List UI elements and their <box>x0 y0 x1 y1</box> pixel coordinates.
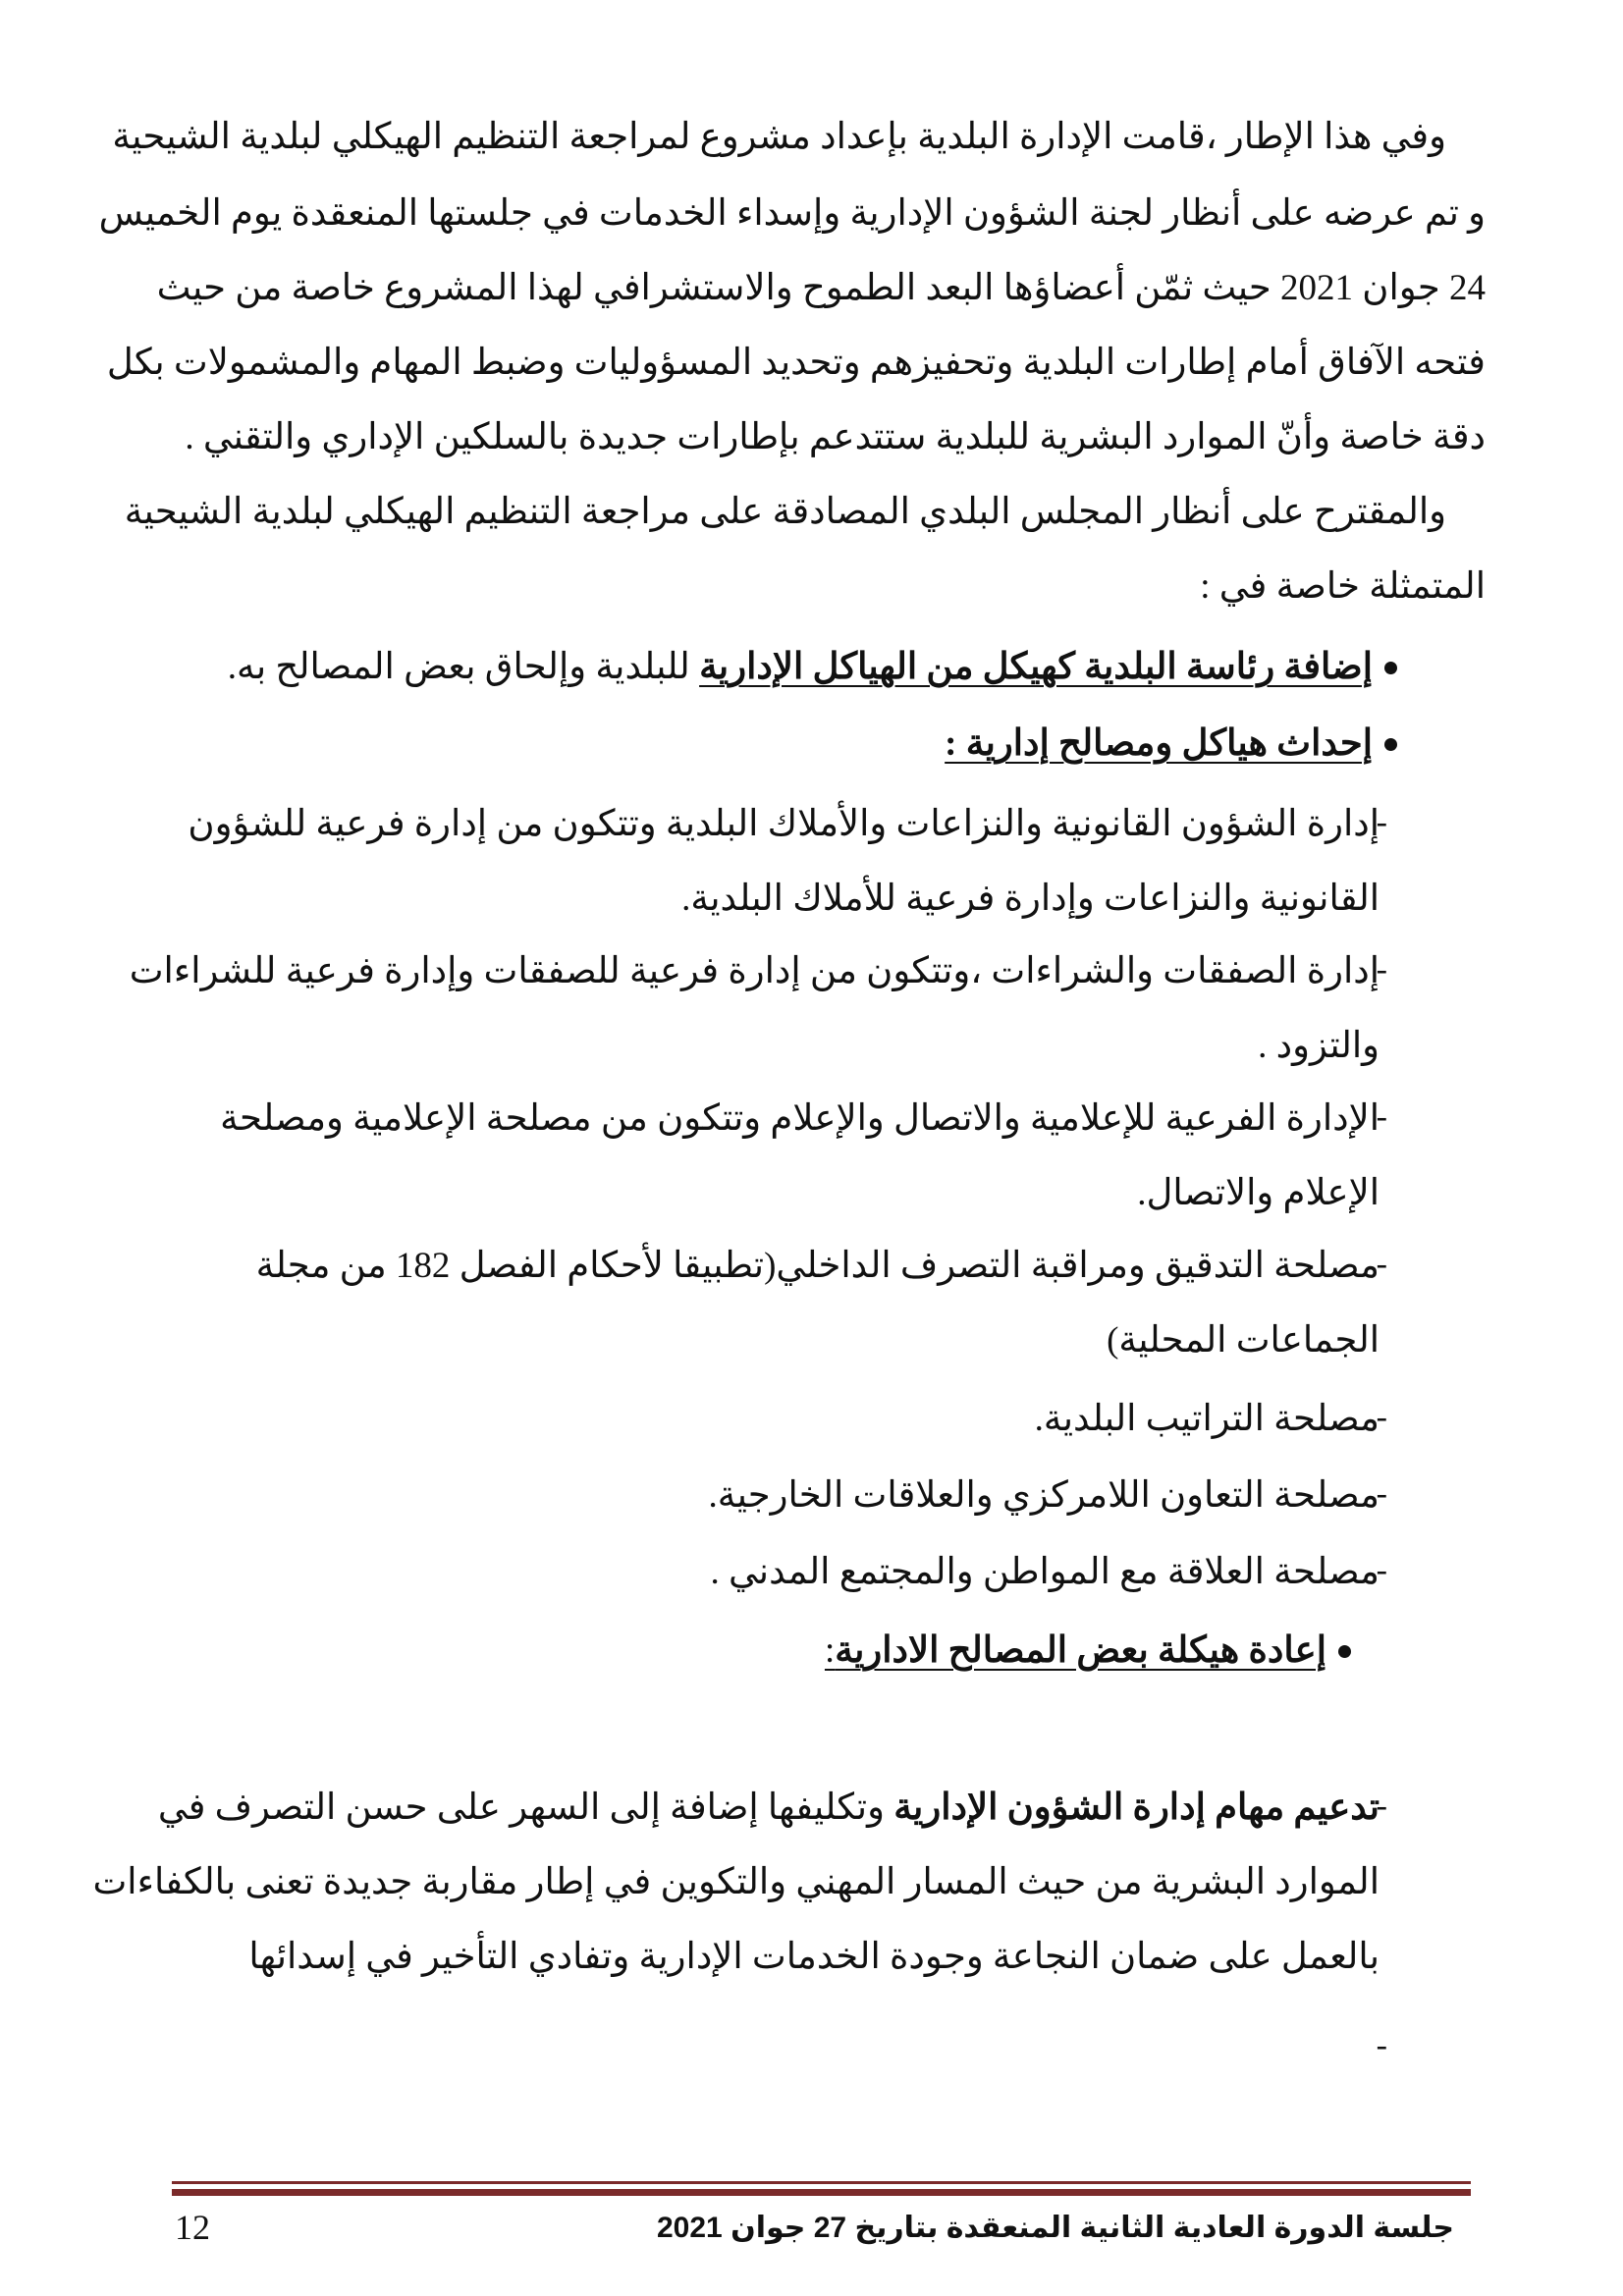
dash-2-line-1: إدارة الصفقات والشراءات ،وتتكون من إدارة فرعية للصفقات وإدارة فرعية للشراءات <box>129 951 1380 991</box>
p1-line-4: فتحه الآفاق أمام إطارات البلدية وتحفيزهم وتحديد المسؤوليات وضبط المهام والمشمولات بكل <box>106 343 1486 383</box>
bullet-3-text <box>825 1629 1326 1673</box>
bullet-1-icon <box>1384 662 1397 674</box>
dash-3-line-2: الإعلام والاتصال. <box>1137 1173 1380 1213</box>
p1-line-3: 24 جوان 2021 حيث ثمّن أعضاؤها البعد الطموح والاستشرافي لهذا المشروع خاصة من حيث <box>156 268 1486 308</box>
dash-marker-3: - <box>1376 1098 1387 1135</box>
bullet-2-icon <box>1384 738 1397 751</box>
dash-marker-4: - <box>1376 1246 1387 1282</box>
dash-7-text: مصلحة العلاقة مع المواطن والمجتمع المدني . <box>710 1552 1380 1592</box>
p1-line-2: و تم عرضه على أنظار لجنة الشؤون الإدارية وإسداء الخدمات في جلستها المنعقدة يوم الخميس <box>98 193 1486 234</box>
bullet-3-label: إعادة هيكلة بعض المصالح الادارية <box>835 1630 1326 1671</box>
dash-marker-1: - <box>1376 804 1387 840</box>
dash-marker-7: - <box>1376 1552 1387 1588</box>
dash-3-line-1: الإدارة الفرعية للإعلامية والاتصال والإعلام وتتكون من مصلحة الإعلامية ومصلحة <box>220 1098 1380 1139</box>
dash-final-line-1 <box>157 1787 1380 1830</box>
bullet-3-suffix: : <box>824 1630 836 1671</box>
p2-line-1: والمقترح على أنظار المجلس البلدي المصادقة على مراجعة التنظيم الهيكلي لبلدية الشيحية <box>124 492 1446 532</box>
dash-final-line-3: بالعمل على ضمان النجاعة وجودة الخدمات الإدارية وتفادي التأخير في إسدائها <box>248 1937 1380 1977</box>
footer-rule-thin <box>172 2181 1471 2184</box>
dash-marker-2: - <box>1376 951 1387 988</box>
dash-6-text: مصلحة التعاون اللامركزي والعلاقات الخارجية. <box>708 1475 1380 1516</box>
footer-rule-thick <box>172 2189 1471 2196</box>
dash-5-text: مصلحة التراتيب البلدية. <box>1034 1399 1380 1439</box>
dash-marker-5: - <box>1376 1399 1387 1435</box>
dash-4-line-1: مصلحة التدقيق ومراقبة التصرف الداخلي(تطبيقا لأحكام الفصل 182 من مجلة <box>255 1246 1380 1286</box>
bullet-3-icon <box>1338 1645 1351 1658</box>
page-number: 12 <box>175 2208 210 2247</box>
dash-marker-6: - <box>1376 1475 1387 1512</box>
footer-session-text: جلسة الدورة العادية الثانية المنعقدة بتاريخ 27 جوان 2021 <box>657 2212 1454 2244</box>
dash-marker-9: - <box>1376 2027 1387 2063</box>
dash-final-bold: تدعيم مهام إدارة الشؤون الإدارية <box>893 1788 1380 1828</box>
p1-line-5: دقة خاصة وأنّ الموارد البشرية للبلدية ستتدعم بإطارات جديدة بالسلكين الإداري والتقني . <box>185 417 1486 457</box>
dash-4-line-2: الجماعات المحلية) <box>1107 1320 1380 1361</box>
bullet-1-bold: إضافة رئاسة البلدية كهيكل من الهياكل الإدارية <box>699 647 1373 687</box>
bullet-2-label: إحداث هياكل ومصالح إدارية : <box>945 723 1373 764</box>
p2-line-2: المتمثلة خاصة في : <box>1200 566 1486 607</box>
dash-marker-8: - <box>1376 1788 1387 1824</box>
dash-2-line-2: والتزود . <box>1258 1026 1380 1066</box>
dash-final-line-2: الموارد البشرية من حيث المسار المهني والتكوين في إطار مقاربة جديدة تعنى بالكفاءات <box>92 1862 1380 1902</box>
p1-line-1: وفي هذا الإطار ،قامت الإدارة البلدية بإعداد مشروع لمراجعة التنظيم الهيكلي لبلدية الشيحية <box>112 117 1446 157</box>
dash-final-rest: وتكليفها إضافة إلى السهر على حسن التصرف في <box>157 1788 894 1828</box>
bullet-1-rest: للبلدية وإلحاق بعض المصالح به. <box>227 647 700 687</box>
bullet-1-text <box>228 646 1373 689</box>
dash-1-line-1: إدارة الشؤون القانونية والنزاعات والأملاك البلدية وتتكون من إدارة فرعية للشؤون <box>188 804 1380 844</box>
dash-1-line-2: القانونية والنزاعات وإدارة فرعية للأملاك البلدية. <box>681 879 1380 919</box>
